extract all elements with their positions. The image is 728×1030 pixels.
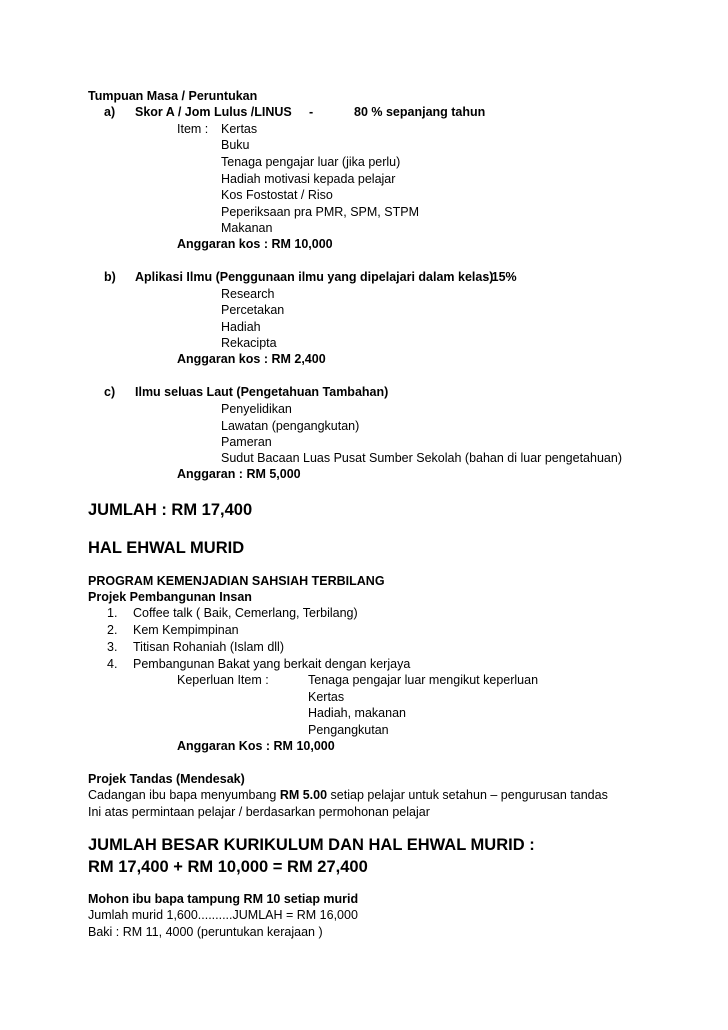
list-item: Tenaga pengajar luar mengikut keperluan bbox=[308, 673, 539, 687]
list-item: Hadiah motivasi kepada pelajar bbox=[221, 172, 396, 186]
list-item: Hadiah bbox=[221, 320, 261, 334]
text-segment: setiap pelajar untuk setahun – pengurusan tandas bbox=[327, 788, 608, 802]
header-title: Tumpuan Masa / Peruntukan bbox=[88, 89, 258, 103]
projek-tandas-line1 bbox=[88, 787, 608, 803]
list-item: Hadiah, makanan bbox=[308, 706, 406, 720]
section-a-rate: 80 % sepanjang tahun bbox=[354, 105, 486, 119]
section-b-budget: Anggaran kos : RM 2,400 bbox=[177, 352, 326, 366]
section-a-marker: a) bbox=[104, 105, 116, 119]
section-b-marker: b) bbox=[104, 270, 116, 284]
section-a-dash: - bbox=[309, 105, 314, 119]
section-a-title: Skor A / Jom Lulus /LINUS bbox=[135, 105, 292, 119]
keperluan-label: Keperluan Item : bbox=[177, 673, 269, 687]
footer-students: Jumlah murid 1,600..........JUMLAH = RM 16,000 bbox=[88, 908, 358, 922]
list-item: Percetakan bbox=[221, 303, 285, 317]
section-c-budget: Anggaran : RM 5,000 bbox=[177, 467, 301, 481]
projek-tandas-line2: Ini atas permintaan pelajar / berdasarkan permohonan pelajar bbox=[88, 805, 430, 819]
grand-total-sum: RM 17,400 + RM 10,000 = RM 27,400 bbox=[88, 858, 368, 876]
section-c-title: Ilmu seluas Laut (Pengetahuan Tambahan) bbox=[135, 385, 389, 399]
footer-request: Mohon ibu bapa tampung RM 10 setiap murid bbox=[88, 892, 359, 906]
contribution-amount: RM 5.00 bbox=[279, 788, 328, 802]
list-item: Rekacipta bbox=[221, 336, 277, 350]
footer-balance: Baki : RM 11, 4000 (peruntukan kerajaan ) bbox=[88, 925, 323, 939]
list-item: Peperiksaan pra PMR, SPM, STPM bbox=[221, 205, 419, 219]
section-a-budget: Anggaran kos : RM 10,000 bbox=[177, 237, 333, 251]
total-heading: JUMLAH : RM 17,400 bbox=[88, 501, 253, 519]
list-item: Pameran bbox=[221, 435, 272, 449]
section-c-marker: c) bbox=[104, 385, 116, 399]
projek-insan-title: Projek Pembangunan Insan bbox=[88, 590, 252, 604]
list-number: 1. bbox=[107, 606, 118, 620]
text-segment: Cadangan ibu bapa menyumbang bbox=[88, 788, 280, 802]
list-item: Kem Kempimpinan bbox=[133, 623, 239, 637]
grand-total-heading: JUMLAH BESAR KURIKULUM DAN HAL EHWAL MURID : bbox=[88, 836, 535, 854]
list-number: 3. bbox=[107, 640, 118, 654]
item-label: Item : bbox=[177, 122, 209, 136]
list-item: Buku bbox=[221, 138, 250, 152]
list-item: Pengangkutan bbox=[308, 723, 389, 737]
list-item: Pembangunan Bakat yang berkait dengan kerjaya bbox=[133, 657, 411, 671]
list-item: Kos Fostostat / Riso bbox=[221, 188, 333, 202]
section-b-title: Aplikasi Ilmu (Penggunaan ilmu yang dipelajari dalam kelas) bbox=[135, 270, 494, 284]
list-item: Tenaga pengajar luar (jika perlu) bbox=[221, 155, 401, 169]
list-item: Lawatan (pengangkutan) bbox=[221, 419, 360, 433]
list-item: Penyelidikan bbox=[221, 402, 292, 416]
list-number: 2. bbox=[107, 623, 118, 637]
section-b-rate: - 15% bbox=[484, 270, 517, 284]
program-heading: PROGRAM KEMENJADIAN SAHSIAH TERBILANG bbox=[88, 574, 385, 588]
list-item: Research bbox=[221, 287, 275, 301]
projek-insan-budget: Anggaran Kos : RM 10,000 bbox=[177, 739, 335, 753]
list-item: Kertas bbox=[221, 122, 258, 136]
list-number: 4. bbox=[107, 657, 118, 671]
list-item: Sudut Bacaan Luas Pusat Sumber Sekolah (bahan di luar pengetahuan) bbox=[221, 451, 622, 465]
list-item: Makanan bbox=[221, 221, 273, 235]
list-item: Kertas bbox=[308, 690, 345, 704]
hal-ehwal-heading: HAL EHWAL MURID bbox=[88, 539, 245, 557]
projek-tandas-title: Projek Tandas (Mendesak) bbox=[88, 772, 245, 786]
list-item: Titisan Rohaniah (Islam dll) bbox=[133, 640, 284, 654]
list-item: Coffee talk ( Baik, Cemerlang, Terbilang) bbox=[133, 606, 358, 620]
